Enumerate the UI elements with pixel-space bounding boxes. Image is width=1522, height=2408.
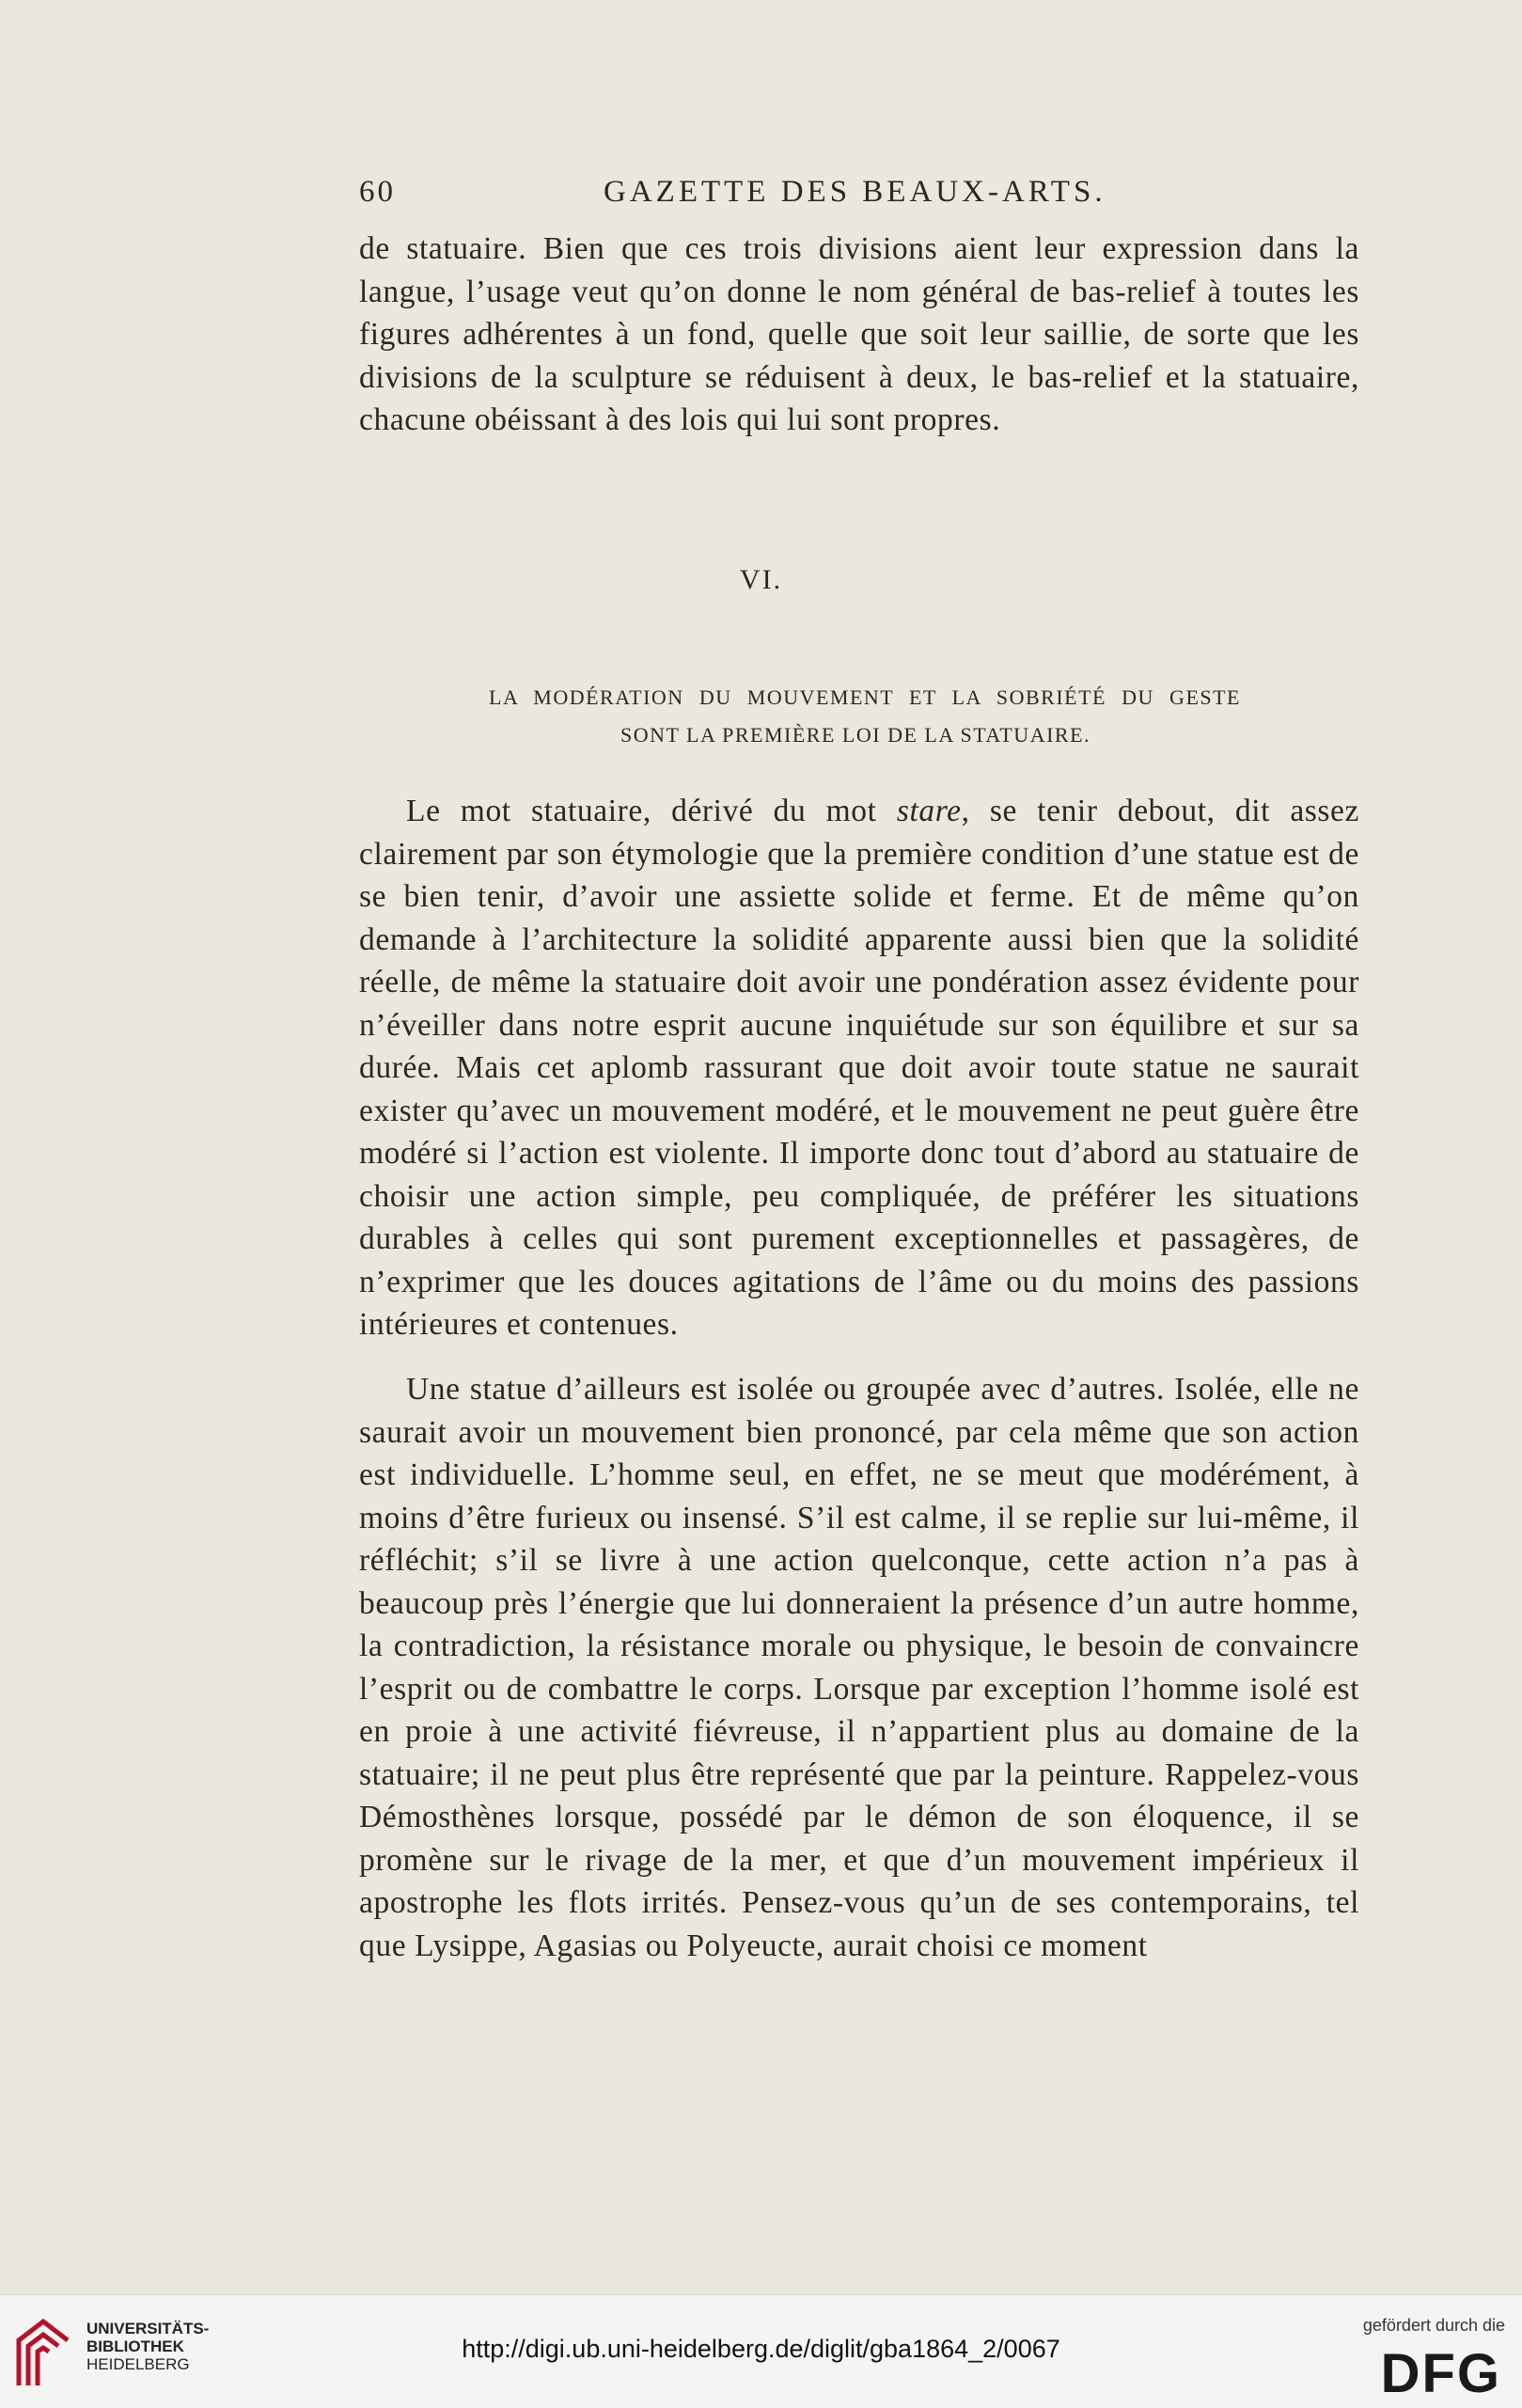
paragraph-2 [359,790,1359,1346]
permalink-url[interactable]: http://digi.ub.uni-heidelberg.de/diglit/gba1864_2/0067 [462,2335,1060,2363]
viewer-footer [0,2294,1522,2408]
funding-note: gefördert durch die [1362,2316,1505,2335]
library-name-line-1: UNIVERSITÄTS- [86,2320,210,2337]
running-header [359,175,1359,222]
dfg-logo: DFG [1380,2343,1501,2404]
paragraph-1: de statuaire. Bien que ces trois divisions aient leur expression dans la langue, l’usage veut qu’on donne le nom général de bas-relief à toutes les figures adhérentes à un fond, quelle que soit leur saillie, de sorte que les divisions de la sculpture se réduisent à deux, le bas-relief et la statuaire, chacune obéissant à des lois qui lui sont propres. [359,231,1359,437]
section-number: VI. [739,564,783,595]
running-title: GAZETTE DES BEAUX-ARTS. [604,175,1106,209]
library-name-line-2: BIBLIOTHEK [86,2337,184,2355]
paragraph-2-start: Le mot statuaire, dérivé du mot [406,794,897,828]
page-number: 60 [359,175,396,209]
subtitle-line-2: SONT LA PREMIÈRE LOI DE LA STATUAIRE. [620,723,1091,747]
paragraph-3: Une statue d’ailleurs est isolée ou groupée avec d’autres. Isolée, elle ne saurait avoir un mouvement bien prononcé, par cela même que son action est individuelle. L’homme seul, en effet, ne se meut que modérément, à moins d’être furieux ou insensé. S’il est calme, il se replie sur lui-même, il réfléchit; s’il se livre à une action quelconque, cette action n’a pas à beaucoup près l’énergie que lui donneraient la présence d’un autre homme, la contradiction, la résistance morale ou physique, le besoin de convaincre l’esprit ou de combattre le corps. Lorsque par exception l’homme isolé est en proie à une activité fiévreuse, il n’appartient plus au domaine de la statuaire; il ne peut plus être représenté que par la peinture. Rappelez-vous Démosthènes lorsque, possédé par le démon de son éloquence, il se promène sur le rivage de la mer, et que d’un mouvement impérieux il apostrophe les flots irrités. Pensez-vous qu’un de ses contemporains, tel que Lysippe, Agasias ou Polyeucte, aurait choisi ce moment [359,1372,1359,1963]
subtitle-line-1: LA MODÉRATION DU MOUVEMENT ET LA SOBRIÉTÉ DU GESTE [489,685,1241,709]
paragraph-2-rest: , se tenir debout, dit assez clairement par son étymologie que la première condition d’une statue est de se bien tenir, d’avoir une assiette solide et ferme. Et de même qu’on demande à l’architecture la solidité apparente aussi bien que la solidité réelle, de même la statuaire doit avoir une pondération assez évidente pour n’éveiller dans notre esprit aucune inquiétude sur son équilibre et sur sa durée. Mais cet aplomb rassurant que doit avoir toute statue ne saurait exister qu’avec un mouvement modéré, et le mouvement ne peut guère être modéré si l’action est violente. Il importe donc tout d’abord au statuaire de choisir une action simple, peu compliquée, de préférer les situations durables à celles qui sont purement exceptionnelles et passagères, de n’exprimer que les douces agitations de l’âme ou du moins des passions intérieures et contenues. [359,794,1359,1342]
paragraph-2-italic-word: stare [896,794,962,828]
library-name-line-3: HEIDELBERG [86,2355,190,2373]
section-subtitle [442,679,1269,754]
